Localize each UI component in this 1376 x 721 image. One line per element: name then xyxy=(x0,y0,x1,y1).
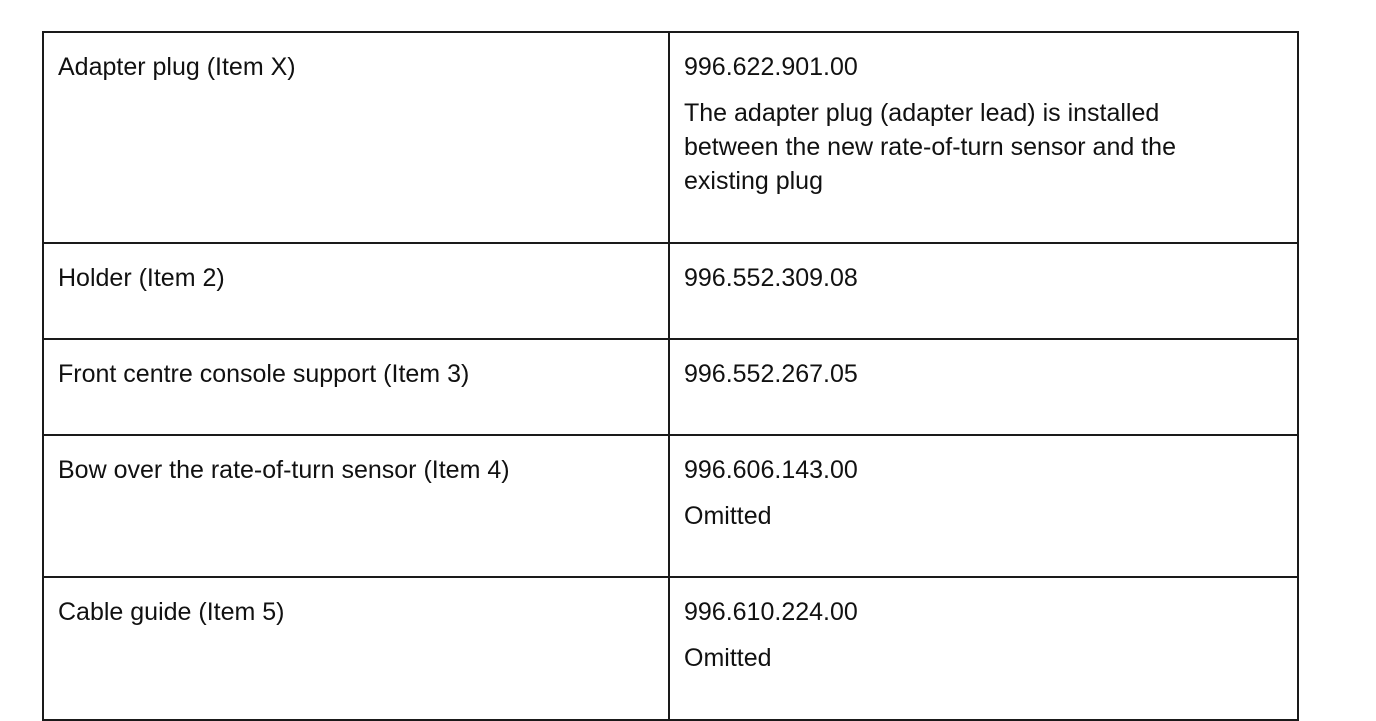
item-cell xyxy=(43,32,669,243)
table-row xyxy=(43,243,1298,339)
table-row xyxy=(43,435,1298,577)
part-number: 996.622.901.00 xyxy=(684,53,858,81)
part-note: Omitted xyxy=(684,644,772,672)
table-row xyxy=(43,577,1298,720)
table-row xyxy=(43,32,1298,243)
part-cell xyxy=(669,577,1298,720)
item-label: Adapter plug (Item X) xyxy=(58,53,296,81)
part-number: 996.552.267.05 xyxy=(684,360,858,388)
parts-table xyxy=(42,31,1299,721)
part-number: 996.552.309.08 xyxy=(684,264,858,292)
part-cell xyxy=(669,435,1298,577)
part-note: Omitted xyxy=(684,502,772,530)
part-cell xyxy=(669,243,1298,339)
table-row xyxy=(43,339,1298,435)
item-cell xyxy=(43,435,669,577)
item-cell xyxy=(43,577,669,720)
item-label: Front centre console support (Item 3) xyxy=(58,360,470,388)
part-cell xyxy=(669,32,1298,243)
part-cell xyxy=(669,339,1298,435)
item-label: Bow over the rate-of-turn sensor (Item 4) xyxy=(58,456,510,484)
item-label: Holder (Item 2) xyxy=(58,264,225,292)
part-note: The adapter plug (adapter lead) is installed between the new rate-of-turn sensor and the existing plug xyxy=(684,99,1176,195)
part-number: 996.610.224.00 xyxy=(684,598,858,626)
item-cell xyxy=(43,339,669,435)
part-number: 996.606.143.00 xyxy=(684,456,858,484)
item-cell xyxy=(43,243,669,339)
item-label: Cable guide (Item 5) xyxy=(58,598,285,626)
